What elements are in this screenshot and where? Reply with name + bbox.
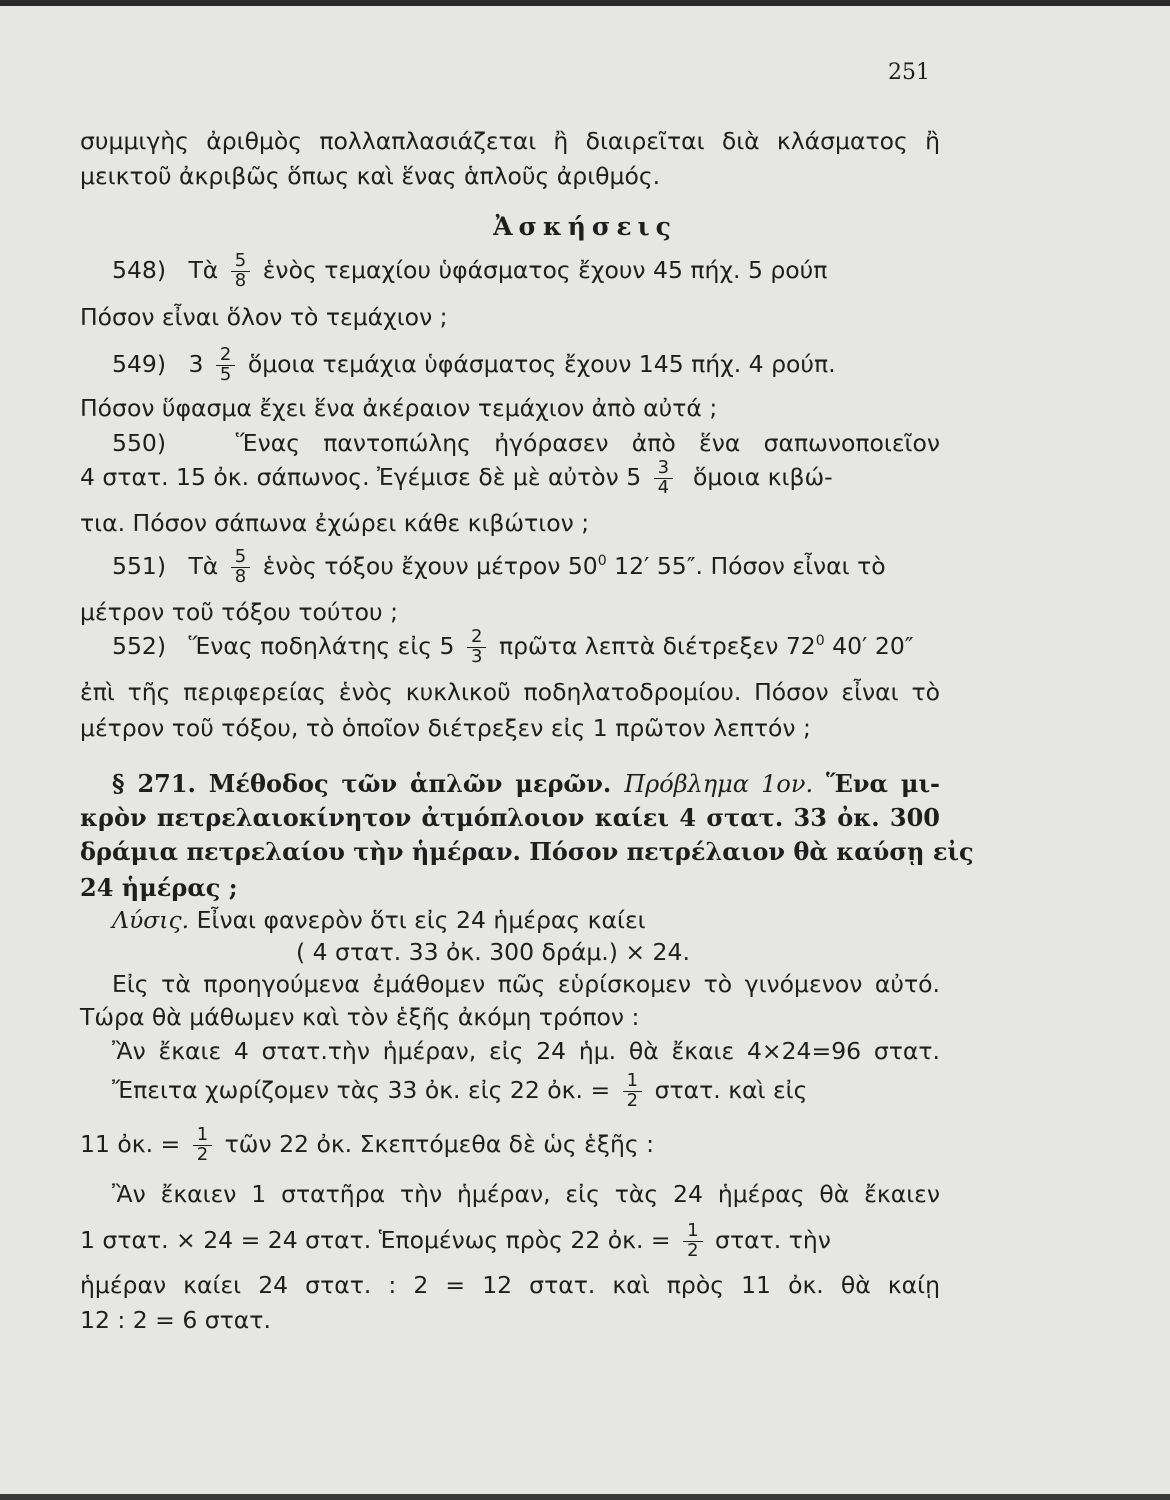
exercise-552-line-2: ἐπὶ τῆς περιφερείας ἑνὸς κυκλικοῦ ποδηλατοδρομίου. Πόσον εἶναι τὸ: [80, 678, 940, 706]
solution-line-7: 11 ὀκ. = $\frac{1}{2}$ τῶν 22 ὀκ. Σκεπτόμεθα δὲ ὡς ἑξῆς :: [80, 1124, 655, 1165]
section-271-line-3: δράμια πετρελαίου τὴν ἡμέραν. Πόσον πετρέλαιον θὰ καύσῃ εἰς: [80, 837, 974, 866]
intro-line-2: μεικτοῦ ἀκριβῶς ὅπως καὶ ἕνας ἁπλοῦς ἀριθμός.: [80, 162, 661, 190]
solution-line-4: Τώρα θὰ μάθωμεν καὶ τὸν ἑξῆς ἀκόμη τρόπον :: [80, 1003, 640, 1031]
solution-line-8: Ἂν ἔκαιεν 1 στατῆρα τὴν ἡμέραν, εἰς τὰς 24 ἡμέρας θὰ ἔκαιεν: [112, 1180, 940, 1208]
fraction: $\frac{2}{5}$: [216, 346, 235, 385]
fraction: $\frac{1}{2}$: [623, 1072, 642, 1111]
fraction: $\frac{5}{8}$: [231, 252, 250, 291]
solution-line-10: ἡμέραν καίει 24 στατ. : 2 = 12 στατ. καὶ πρὸς 11 ὀκ. θὰ καίῃ: [80, 1271, 940, 1299]
intro-line-1: συμμιγὴς ἀριθμὸς πολλαπλασιάζεται ἢ διαιρεῖται διὰ κλάσματος ἢ: [80, 127, 940, 155]
exercise-548: 548) Τὰ $\frac{5}{8}$ ἑνὸς τεμαχίου ὑφάσματος ἔχουν 45 πήχ. 5 ρούπ: [112, 250, 828, 291]
fraction: $\frac{1}{2}$: [193, 1126, 212, 1165]
exercises-heading: Ἀσκήσεις: [493, 212, 677, 241]
scan-bottom-edge: [0, 1494, 1170, 1500]
exercise-549: 549) 3 $\frac{2}{5}$ ὅμοια τεμάχια ὑφάσματος ἔχουν 145 πήχ. 4 ρούπ.: [112, 344, 836, 385]
section-271-title: § 271. Μέθοδος τῶν ἁπλῶν μερῶν. Πρόβλημα 1ον. Ἕνα μι-: [112, 769, 941, 798]
solution-line-6: Ἔπειτα χωρίζομεν τὰς 33 ὀκ. εἰς 22 ὀκ. = $\frac{1}{2}$ στατ. καὶ εἰς: [112, 1070, 808, 1111]
solution-line-9: 1 στατ. × 24 = 24 στατ. Ἑπομένως πρὸς 22 ὀκ. = $\frac{1}{2}$ στατ. τὴν: [80, 1220, 831, 1261]
solution-label: Λύσις.: [112, 906, 190, 934]
exercise-548-question: Πόσον εἶναι ὅλον τὸ τεμάχιον ;: [80, 303, 448, 331]
solution-line-5: Ἂν ἔκαιε 4 στατ.τὴν ἡμέραν, εἰς 24 ἡμ. θὰ ἔκαιε 4×24=96 στατ.: [112, 1037, 940, 1065]
page-number: 251: [888, 60, 930, 85]
fraction: $\frac{5}{8}$: [231, 548, 250, 587]
exercise-550-line-3: τια. Πόσον σάπωνα ἐχώρει κάθε κιβώτιον ;: [80, 509, 590, 537]
solution-line-1: Λύσις. Εἶναι φανερὸν ὅτι εἰς 24 ἡμέρας καίει: [112, 906, 646, 934]
section-271-line-2: κρὸν πετρελαιοκίνητον ἀτμόπλοιον καίει 4 στατ. 33 ὀκ. 300: [80, 803, 940, 832]
exercise-552-line-3: μέτρον τοῦ τόξου, τὸ ὁποῖον διέτρεξεν εἰς 1 πρῶτον λεπτόν ;: [80, 714, 811, 742]
fraction: $\frac{3}{4}$: [654, 459, 673, 498]
solution-line-3: Εἰς τὰ προηγούμενα ἐμάθομεν πῶς εὑρίσκομεν τὸ γινόμενον αὐτό.: [112, 970, 940, 998]
solution-expression: ( 4 στατ. 33 ὀκ. 300 δράμ.) × 24.: [296, 938, 690, 966]
fraction: $\frac{2}{3}$: [467, 628, 486, 667]
exercise-551: 551) Τὰ $\frac{5}{8}$ ἑνὸς τόξου ἔχουν μέτρον $50^0$ 12′ 55″. Πόσον εἶναι τὸ: [112, 546, 886, 587]
exercise-550-line-1: 550) Ἕνας παντοπώλης ἠγόρασεν ἀπὸ ἕνα σαπωνοποιεῖον: [112, 429, 940, 457]
exercise-550-line-2: 4 στατ. 15 ὀκ. σάπωνος. Ἐγέμισε δὲ μὲ αὐτὸν 5 $\frac{3}{4}$ ὅμοια κιβώ-: [80, 457, 833, 498]
exercise-552: 552) Ἕνας ποδηλάτης εἰς 5 $\frac{2}{3}$ πρῶτα λεπτὰ διέτρεξεν $72^0$ 40′ 20″: [112, 626, 914, 667]
exercise-549-question: Πόσον ὕφασμα ἔχει ἕνα ἀκέραιον τεμάχιον ἀπὸ αὐτά ;: [80, 394, 718, 422]
solution-line-11: 12 : 2 = 6 στατ.: [80, 1306, 271, 1334]
section-271-line-4: 24 ἡμέρας ;: [80, 873, 238, 902]
exercise-551-question: μέτρον τοῦ τόξου τούτου ;: [80, 598, 398, 626]
scan-top-edge: [0, 0, 1170, 6]
fraction: $\frac{1}{2}$: [683, 1222, 702, 1261]
